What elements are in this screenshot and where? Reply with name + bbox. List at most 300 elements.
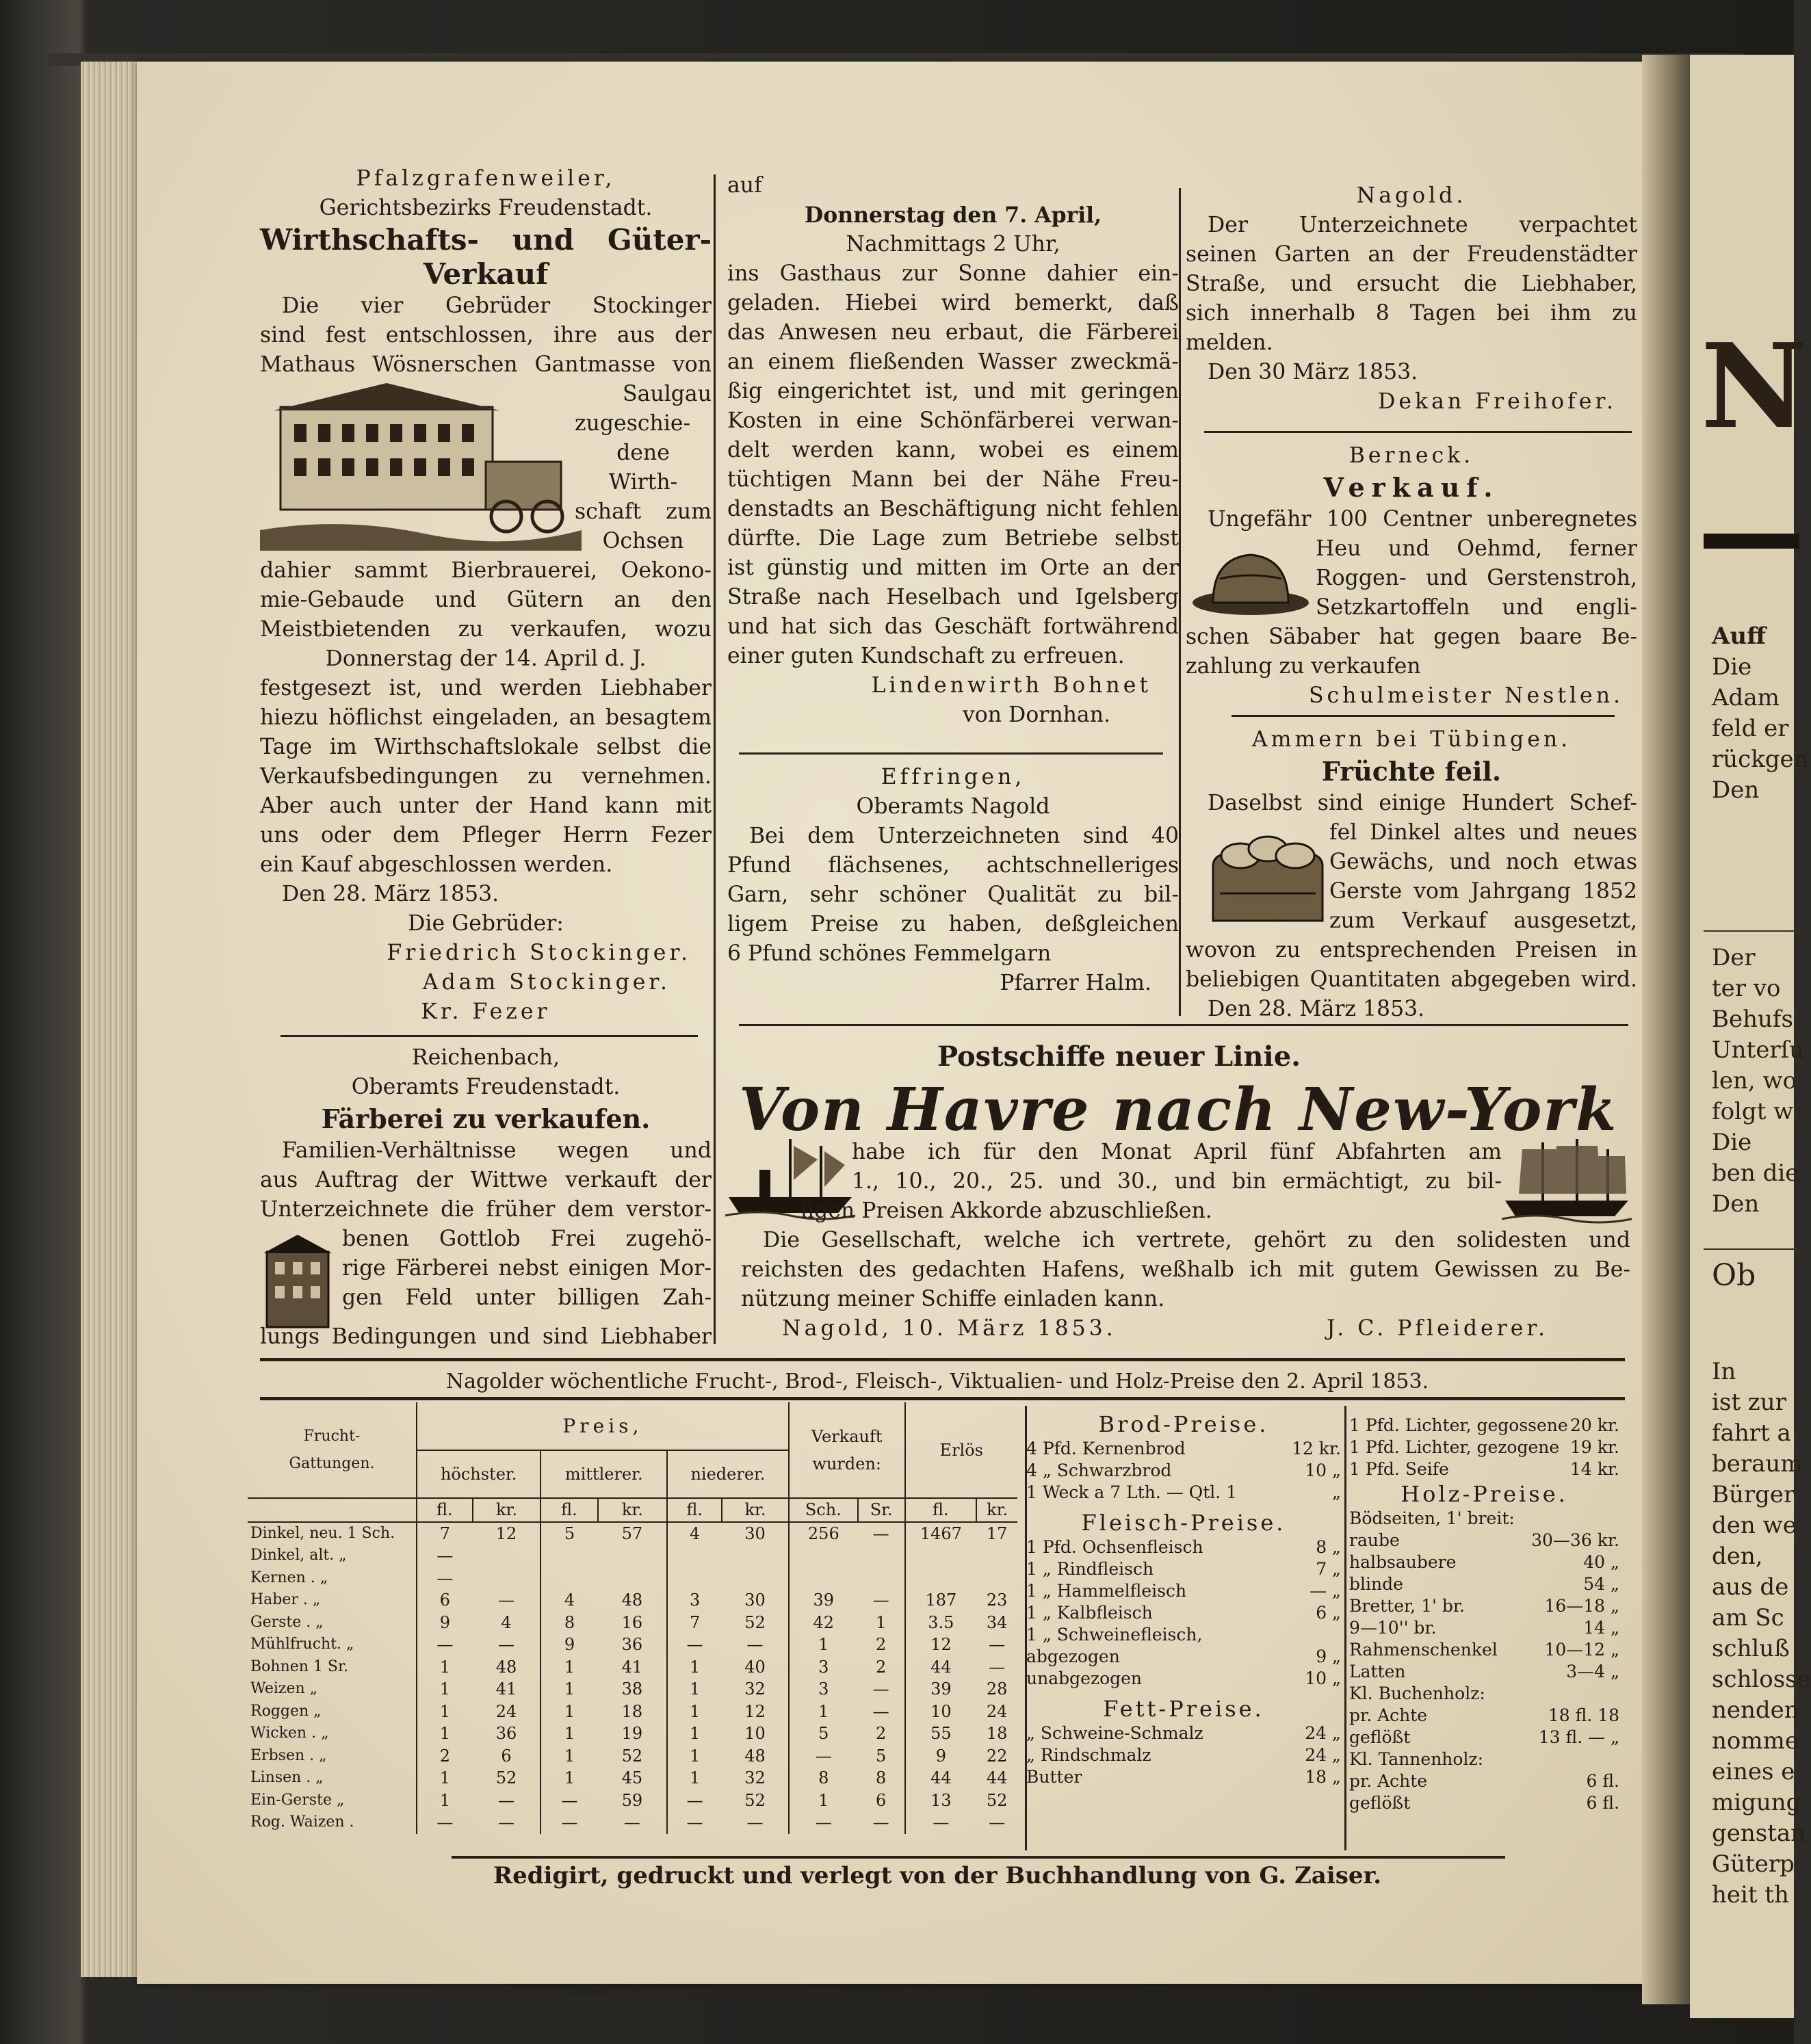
- item-price: 20 kr.: [1569, 1415, 1619, 1435]
- text-line: Die vier Gebrüder Stockinger: [282, 293, 712, 318]
- price-cell: 8: [540, 1612, 597, 1634]
- item-label: 1 „ Rindfleisch: [1026, 1559, 1154, 1579]
- text-line: tüchtigen Mann bei der Nähe Freu-: [727, 467, 1179, 492]
- next-page-line: len, wo: [1712, 1067, 1797, 1095]
- item-label: pr. Achte: [1349, 1705, 1428, 1725]
- price-cell: 2: [876, 1635, 887, 1655]
- item-label: geflößt: [1349, 1793, 1411, 1813]
- text-line: habe ich für den Monat April fünf Abfahrten am: [852, 1140, 1502, 1164]
- next-page-line: den we: [1712, 1512, 1797, 1539]
- text-line: beliebigen Quantitaten abgegeben wird.: [1186, 967, 1637, 992]
- price-cell: 1: [417, 1767, 473, 1790]
- text-line: Roggen- und Gerstenstroh,: [1316, 566, 1637, 590]
- text-line: Der Unterzeichnete verpachtet: [1208, 213, 1637, 237]
- next-page-line: rückgen: [1712, 746, 1809, 773]
- unit-label: fl.: [417, 1498, 473, 1522]
- price-cell: 45: [621, 1768, 643, 1788]
- price-cell: [905, 1567, 977, 1590]
- text-line: dahier sammt Bierbrauerei, Oekono-: [260, 558, 712, 583]
- price-cell: 9: [905, 1745, 977, 1768]
- price-cell: 7: [417, 1522, 473, 1545]
- price-cell: [789, 1567, 858, 1590]
- text-line: Donnerstag den 7. April,: [804, 202, 1102, 228]
- next-page-line: Güterp: [1712, 1850, 1795, 1878]
- price-cell: 44: [905, 1767, 977, 1790]
- fett-heading: Fett-Preise.: [1103, 1696, 1264, 1722]
- next-page-line: fahrt a: [1712, 1419, 1791, 1447]
- item-price: 8 „: [1316, 1537, 1341, 1557]
- column-3-berneck: [1186, 441, 1637, 711]
- next-page-rule: [1704, 1248, 1799, 1250]
- price-cell: —: [498, 1813, 515, 1833]
- column-2-lower: [727, 763, 1179, 998]
- text-line: lungs Bedingungen und sind Liebhaber: [260, 1324, 712, 1349]
- unit-label: kr.: [722, 1498, 789, 1522]
- signature-line: Dekan Freihofer.: [1378, 389, 1617, 414]
- place-line: Berneck.: [1349, 443, 1474, 468]
- grain-name: Haber . „: [250, 1591, 321, 1609]
- item-price: 54 „: [1583, 1574, 1619, 1594]
- inn-building-engraving: [260, 380, 582, 551]
- holz-item: [1349, 1508, 1619, 1530]
- item-label: halbsaubere: [1349, 1552, 1457, 1572]
- spacer: [1237, 1482, 1332, 1504]
- text-line: Gerste vom Jahrgang 1852: [1329, 879, 1637, 904]
- price-cell: 2: [417, 1745, 473, 1768]
- ship-ad-banner: Von Havre nach New-York: [739, 1075, 1618, 1144]
- next-page-line: feld er: [1712, 715, 1789, 742]
- item-label: 1 Weck a 7 Lth. — Qtl. 1: [1026, 1482, 1238, 1502]
- spacer: [1456, 1551, 1583, 1573]
- col-header-niederer: niederer.: [667, 1450, 789, 1498]
- item-label: Butter: [1026, 1767, 1082, 1787]
- ship-ad-text-b: [741, 1226, 1630, 1344]
- price-cell: —: [417, 1634, 473, 1656]
- text-line: 1., 10., 20., 25. und 30., und bin ermächtigt, zu bil-: [852, 1169, 1502, 1194]
- units-cell: [248, 1498, 417, 1522]
- price-cell: [905, 1545, 977, 1567]
- text-beside-picture: [1316, 534, 1637, 623]
- signature-line: Kr. Fezer: [421, 999, 551, 1024]
- price-cell: 28: [986, 1679, 1008, 1699]
- item-label: 4 Pfd. Kernenbrod: [1026, 1439, 1186, 1458]
- fleisch-item: [1026, 1602, 1341, 1624]
- text-line: Tage im Wirthschaftslokale selbst die: [260, 735, 712, 759]
- next-page-line: Der: [1712, 944, 1756, 971]
- price-cell: —: [789, 1745, 858, 1768]
- spacer: [1154, 1558, 1316, 1580]
- text-line: Die Gesellschaft, welche ich vertrete, gehört zu den solidesten und: [763, 1228, 1630, 1253]
- item-price: 24 „: [1305, 1723, 1341, 1743]
- ship-ad-footer-line: [741, 1314, 1630, 1344]
- signature-line: Die Gebrüder:: [408, 911, 564, 936]
- market-top-rule: [260, 1358, 1625, 1361]
- item-label: 1 Pfd. Ochsenfleisch: [1026, 1537, 1203, 1557]
- next-page-line: ter vo: [1712, 975, 1781, 1002]
- price-cell: 57: [621, 1523, 643, 1543]
- price-cell: —: [872, 1701, 889, 1721]
- holz-item: [1349, 1661, 1619, 1683]
- price-cell: 1: [667, 1722, 722, 1745]
- item-price: 13 fl. — „: [1538, 1727, 1619, 1747]
- header-text: Verkauft: [811, 1426, 883, 1446]
- item-price: 6 fl.: [1586, 1793, 1619, 1813]
- price-cell: 4: [501, 1612, 512, 1632]
- dyehouse-engraving: [260, 1231, 335, 1334]
- next-page-line: nomme: [1712, 1727, 1799, 1755]
- price-cell: 44: [905, 1656, 977, 1679]
- unit-label: Sr.: [858, 1498, 905, 1522]
- price-cell: 2: [876, 1657, 887, 1677]
- item-price: 12 kr.: [1291, 1439, 1341, 1458]
- price-cell: [598, 1545, 668, 1567]
- grain-name: Dinkel, neu. 1 Sch.: [250, 1524, 395, 1542]
- price-cell: —: [623, 1813, 640, 1833]
- signature-line: Friedrich Stockinger.: [387, 941, 691, 965]
- price-cell: 4: [667, 1522, 722, 1545]
- table-row: [248, 1701, 1017, 1723]
- spacer: [1202, 1624, 1341, 1646]
- price-cell: 41: [495, 1679, 517, 1699]
- text-line: dürfte. Die Lage zum Betriebe selbst: [727, 526, 1179, 551]
- price-cell: 40: [744, 1657, 766, 1677]
- place-line: Nagold.: [1356, 183, 1467, 208]
- price-cell: 52: [744, 1612, 766, 1632]
- place-line: Oberamts Freudenstadt.: [351, 1075, 621, 1099]
- next-page-line: Die: [1712, 1129, 1752, 1156]
- picture-block: [260, 380, 712, 556]
- table-row: [248, 1678, 1017, 1701]
- grain-rows: [248, 1522, 1017, 1834]
- text-line: ist günstig und mitten im Orte an der: [727, 555, 1179, 580]
- lichter-items: [1349, 1415, 1619, 1480]
- price-cell: —: [498, 1635, 515, 1655]
- next-page-line: Behufs: [1712, 1006, 1793, 1033]
- next-page-line: schluß: [1712, 1635, 1790, 1662]
- price-cell: —: [667, 1634, 722, 1656]
- price-cell: —: [746, 1813, 764, 1833]
- holz-item: [1349, 1727, 1619, 1748]
- next-page-line: genstan: [1712, 1820, 1806, 1847]
- next-page-line: heit th: [1712, 1881, 1789, 1909]
- text-line: ein Kauf abgeschlossen werden.: [260, 852, 613, 877]
- fleisch-item: [1026, 1668, 1341, 1690]
- table-row: [248, 1545, 1017, 1567]
- spacer: [1465, 1595, 1544, 1617]
- text-line: Nachmittags 2 Uhr,: [846, 232, 1060, 257]
- next-page-big-letter: N: [1701, 318, 1808, 455]
- price-cell: 42: [789, 1612, 858, 1634]
- next-page-line: am Sc: [1712, 1604, 1784, 1632]
- text-line: Wirth-: [608, 470, 678, 495]
- brod-heading: Brod-Preise.: [1098, 1411, 1269, 1437]
- price-cell: 36: [495, 1724, 517, 1744]
- text-beside-picture: [575, 380, 712, 556]
- price-cell: 39: [789, 1589, 858, 1612]
- price-cell: 5: [789, 1722, 858, 1745]
- text-line: Pfund flächsenes, achtschnelleriges: [727, 853, 1179, 878]
- spacer: [1120, 1646, 1316, 1668]
- text-line: benen Gottlob Frei zugehö-: [342, 1227, 712, 1251]
- price-cell: —: [540, 1790, 597, 1812]
- price-cell: 1: [540, 1722, 597, 1745]
- item-label: abgezogen: [1026, 1647, 1120, 1666]
- ad-heading: Verkauf.: [1323, 472, 1500, 503]
- price-cell: 17: [986, 1523, 1008, 1543]
- signature-line: Lindenwirth Bohnet: [871, 673, 1151, 698]
- price-cell: —: [667, 1790, 722, 1812]
- price-cell: 6: [501, 1746, 512, 1766]
- spacer: [1151, 1744, 1305, 1766]
- fleisch-item: [1026, 1536, 1341, 1558]
- item-label: Bödseiten, 1' breit:: [1349, 1508, 1515, 1528]
- holz-heading: Holz-Preise.: [1400, 1481, 1568, 1507]
- price-cell: [667, 1567, 722, 1590]
- price-cell: —: [417, 1811, 473, 1834]
- price-cell: 3: [789, 1678, 858, 1701]
- price-cell: 1: [789, 1790, 858, 1812]
- text-line: auf: [727, 173, 762, 198]
- price-cell: —: [872, 1813, 889, 1833]
- price-cell: 48: [621, 1590, 643, 1610]
- price-cell: 1: [667, 1656, 722, 1679]
- spacer: [1410, 1727, 1538, 1748]
- item-price: „: [1332, 1482, 1341, 1502]
- item-price: 16—18 „: [1544, 1596, 1619, 1616]
- grain-name: Roggen „: [250, 1702, 322, 1720]
- text-line: dene: [616, 441, 670, 465]
- unit-label: Sch.: [789, 1498, 858, 1522]
- item-label: Latten: [1349, 1662, 1406, 1681]
- item-price: 14 „: [1583, 1618, 1619, 1638]
- text-line: zugeschie-: [575, 411, 691, 436]
- ad-heading: Wirthschafts- und Güter-: [260, 223, 712, 257]
- price-cell: 1: [540, 1701, 597, 1723]
- text-line: einer guten Kundschaft zu erfreuen.: [727, 644, 1125, 668]
- item-label: 9—10'' br.: [1349, 1618, 1437, 1638]
- col-header-mittlerer: mittlerer.: [540, 1450, 667, 1498]
- price-cell: 1: [789, 1634, 858, 1656]
- price-cell: 1: [417, 1722, 473, 1745]
- price-cell: [858, 1545, 905, 1567]
- table-row: [248, 1811, 1017, 1834]
- text-line: Straße, und ersucht die Liebhaber,: [1186, 272, 1637, 296]
- price-cell: 12: [744, 1701, 766, 1721]
- spacer: [1483, 1748, 1619, 1770]
- next-page-line: nenden: [1712, 1696, 1799, 1724]
- price-cell: —: [872, 1590, 889, 1610]
- grain-price-table: [248, 1402, 1017, 1834]
- text-line: Familien-Verhältnisse wegen und: [282, 1138, 712, 1163]
- grain-name: Dinkel, alt. „: [250, 1547, 347, 1564]
- text-line: Garn, sehr schöner Qualität zu bil-: [727, 882, 1179, 907]
- price-cell: 18: [986, 1724, 1008, 1744]
- price-cell: —: [989, 1635, 1006, 1655]
- price-cell: [722, 1567, 789, 1590]
- holz-item: [1349, 1770, 1619, 1792]
- text-line: Saulgau: [623, 382, 712, 406]
- unit-label: fl.: [540, 1498, 597, 1522]
- price-cell: 1: [417, 1701, 473, 1723]
- price-cell: 5: [876, 1746, 887, 1766]
- lichter-item: [1349, 1458, 1619, 1480]
- table-row: [248, 1612, 1017, 1634]
- header-text: Frucht-: [303, 1427, 361, 1445]
- holz-item: [1349, 1639, 1619, 1661]
- price-cell: 10: [905, 1701, 977, 1723]
- price-cell: 1: [667, 1745, 722, 1768]
- table-row: [248, 1589, 1017, 1612]
- table-row: [248, 1790, 1017, 1812]
- fleisch-item: [1026, 1558, 1341, 1580]
- fett-item: [1026, 1722, 1341, 1744]
- signature-line: Adam Stockinger.: [422, 970, 670, 995]
- next-page-fragment: [1690, 55, 1811, 2018]
- place-line: Gerichtsbezirks Freudenstadt.: [319, 196, 653, 220]
- grain-name: Weizen „: [250, 1680, 318, 1698]
- text-line: 6 Pfund schönes Femmelgarn: [727, 941, 1052, 966]
- price-cell: 48: [744, 1746, 766, 1766]
- text-line: ßig eingerichtet ist, und mit geringen: [727, 379, 1179, 404]
- price-cell: 10: [744, 1724, 766, 1744]
- price-cell: 1: [667, 1767, 722, 1790]
- text-line: reichsten des gedachten Hafens, weßhalb ich mit gutem Gewissen zu Be-: [741, 1257, 1630, 1282]
- price-cell: —: [540, 1811, 597, 1834]
- price-cell: 18: [621, 1701, 643, 1721]
- item-price: 18 fl. 18: [1548, 1705, 1619, 1725]
- spacer: [1410, 1792, 1586, 1814]
- text-beside-picture: [342, 1224, 712, 1313]
- imprint-footer: Redigirt, gedruckt und verlegt von der Buchhandlung von G. Zaiser.: [493, 1862, 1382, 1889]
- next-page-line: Adam: [1712, 684, 1780, 711]
- signature-line: Schulmeister Nestlen.: [1308, 683, 1624, 708]
- fleisch-item: [1026, 1580, 1341, 1602]
- text-line: mie-Gebaude und Gütern an den: [260, 588, 712, 612]
- ad-heading: Früchte feil.: [1321, 756, 1502, 787]
- date-line: Den 30 März 1853.: [1208, 360, 1418, 384]
- signature-line: J. C. Pfleiderer.: [1327, 1316, 1548, 1341]
- grain-sacks-engraving: [1206, 825, 1329, 931]
- ship-ad-text-a: [852, 1138, 1502, 1196]
- item-price: 10 „: [1305, 1460, 1341, 1480]
- market-title-rule: [260, 1397, 1625, 1400]
- price-cell: 187: [905, 1589, 977, 1612]
- holz-item: [1349, 1573, 1619, 1595]
- price-cell: 12: [495, 1523, 517, 1543]
- holz-item: [1349, 1683, 1619, 1705]
- price-cell: 1: [540, 1656, 597, 1679]
- price-cell: [540, 1567, 597, 1590]
- price-cell: 1: [667, 1701, 722, 1723]
- text-line: geladen. Hiebei wird bemerkt, daß: [727, 291, 1179, 315]
- item-label: Kl. Tannenholz:: [1349, 1749, 1484, 1769]
- signature-line: Pfarrer Halm.: [1000, 971, 1151, 995]
- fleisch-item: [1026, 1646, 1341, 1668]
- ad-separator: [739, 752, 1163, 755]
- table-row: [248, 1722, 1017, 1745]
- next-page-line: Unterſu: [1712, 1036, 1805, 1064]
- lichter-item: [1349, 1437, 1619, 1458]
- next-page-rule: [1704, 930, 1799, 932]
- price-cell: [789, 1545, 858, 1567]
- grain-name: Erbsen . „: [250, 1746, 327, 1764]
- text-line: Meistbietenden zu verkaufen, wozu: [260, 617, 712, 642]
- table-row: [248, 1745, 1017, 1768]
- item-label: Rahmenschenkel: [1349, 1640, 1498, 1660]
- text-line: ins Gasthaus zur Sonne dahier ein-: [727, 261, 1179, 286]
- price-cell: 3: [789, 1656, 858, 1679]
- column-1-last-line: [260, 1322, 712, 1352]
- price-cell: [598, 1567, 668, 1590]
- price-cell: [667, 1545, 722, 1567]
- haystack-engraving: [1193, 538, 1312, 616]
- next-page-line: aus de: [1712, 1573, 1789, 1601]
- price-cell: —: [667, 1811, 722, 1834]
- text-line: Ochsen: [602, 529, 684, 553]
- item-price: 6 fl.: [1586, 1771, 1619, 1791]
- price-cell: 4: [540, 1589, 597, 1612]
- spacer: [1485, 1683, 1619, 1705]
- next-page-line: In: [1712, 1358, 1736, 1385]
- price-cell: 1: [667, 1678, 722, 1701]
- price-cell: 7: [667, 1612, 722, 1634]
- item-label: 1 Pfd. Lichter, gezogene: [1349, 1437, 1560, 1457]
- table-row: [248, 1522, 1017, 1545]
- grain-name: Ein-Gerste „: [250, 1791, 345, 1809]
- item-price: 6 „: [1316, 1603, 1341, 1623]
- price-cell: 52: [621, 1746, 643, 1766]
- lichter-holz-prices: [1349, 1415, 1619, 1814]
- item-price: 10 „: [1305, 1668, 1341, 1688]
- item-price: 30—36 kr.: [1531, 1530, 1619, 1550]
- price-cell: [473, 1545, 541, 1567]
- ad-heading: Verkauf: [423, 257, 549, 291]
- item-label: raube: [1349, 1530, 1400, 1550]
- price-cell: 48: [495, 1657, 517, 1677]
- price-cell: —: [417, 1567, 473, 1590]
- unit-label: kr.: [473, 1498, 541, 1522]
- price-cell: 44: [986, 1768, 1008, 1788]
- price-cell: 41: [621, 1657, 643, 1677]
- holz-items: [1349, 1508, 1619, 1814]
- next-page-line: den,: [1712, 1543, 1763, 1570]
- col-header-gattungen: [248, 1402, 417, 1498]
- spacer: [1427, 1770, 1586, 1792]
- brod-items: [1026, 1438, 1341, 1504]
- grain-name: Gerste . „: [250, 1613, 324, 1631]
- text-line: Daselbst sind einige Hundert Schef-: [1208, 791, 1637, 815]
- next-page-bar: [1704, 534, 1799, 549]
- item-label: 1 „ Hammelfleisch: [1026, 1581, 1187, 1601]
- unit-label: kr.: [598, 1498, 668, 1522]
- price-cell: —: [872, 1523, 889, 1543]
- spacer: [1427, 1705, 1548, 1727]
- price-cell: 1: [876, 1612, 887, 1632]
- spacer: [1203, 1536, 1316, 1558]
- spacer: [1449, 1458, 1570, 1480]
- grain-name: Wicken . „: [250, 1725, 329, 1742]
- text-line: rige Färberei nebst einigen Mor-: [342, 1256, 712, 1281]
- fett-items: [1026, 1722, 1341, 1788]
- text-line: Heu und Oehmd, ferner: [1316, 536, 1637, 561]
- table-row: [248, 1634, 1017, 1656]
- table-row: [248, 1656, 1017, 1679]
- item-label: 1 Pfd. Lichter, gegossene: [1349, 1415, 1568, 1435]
- holz-item: [1349, 1551, 1619, 1573]
- price-cell: 5: [540, 1522, 597, 1545]
- units-row: [248, 1498, 1017, 1522]
- text-line: festgesezt ist, und werden Liebhaber: [260, 676, 712, 700]
